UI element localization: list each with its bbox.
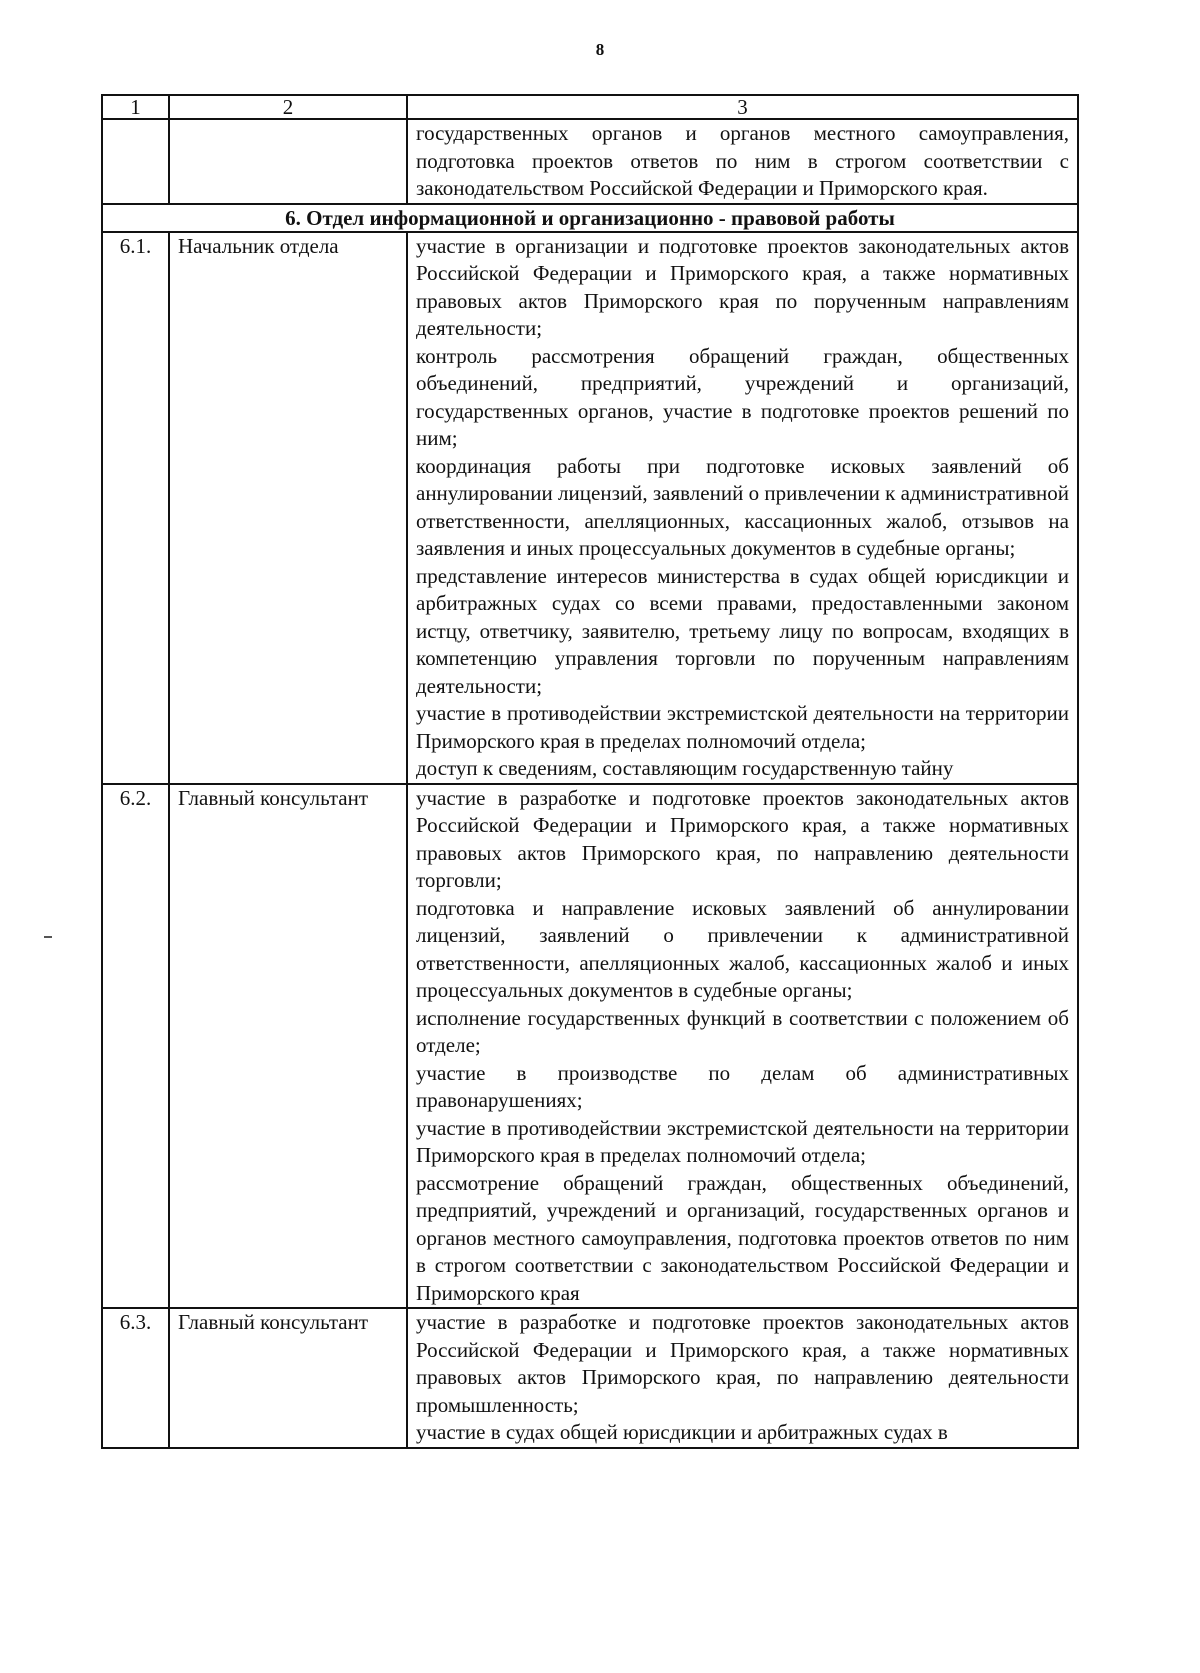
- table-row: [102, 119, 1078, 204]
- duty-item: государственных органов и органов местного самоуправления, подготовка проектов ответов по ним в строгом соответствии с законодательством Российской Федерации и Приморского края.: [416, 121, 1069, 200]
- table-row: [102, 232, 1078, 784]
- duties-cell: [407, 119, 1078, 204]
- duty-item: участие в разработке и подготовке проектов законодательных актов Российской Федерации и Приморского края, а также нормативных правовых актов Приморского края, по направлению деятельности торговли;: [416, 785, 1069, 892]
- column-header: 1: [102, 95, 169, 119]
- duty-item: контроль рассмотрения обращений граждан, общественных объединений, предприятий, учреждений и организаций, государственных органов, участие в подготовке проектов решений по ним;: [416, 343, 1069, 450]
- duty-item: рассмотрение обращений граждан, общественных объединений, предприятий, учреждений и организаций, государственных органов и органов местного самоуправления, подготовка проектов ответов по ним в строгом соответствии с законодательством Российской Федерации и Приморского края: [416, 1170, 1069, 1305]
- row-number: 6.1.: [102, 232, 169, 784]
- table-row: [102, 1308, 1078, 1448]
- section-heading-row: [102, 204, 1078, 232]
- scan-margin-mark: [44, 936, 52, 938]
- duty-item: участие в производстве по делам об административных правонарушениях;: [416, 1060, 1069, 1112]
- position-title: [169, 119, 407, 204]
- duty-item: доступ к сведениям, составляющим государственную тайну: [416, 756, 954, 780]
- row-number: [102, 119, 169, 204]
- duties-cell: [407, 1308, 1078, 1448]
- duty-item: подготовка и направление исковых заявлений об аннулировании лицензий, заявлений о привлечении к административной ответственности, апелляционных жалоб, кассационных жалоб и иных процессуальных документов в судебные органы;: [416, 895, 1069, 1002]
- position-title: Главный консультант: [169, 1308, 407, 1448]
- table-row: [102, 784, 1078, 1309]
- column-header: 2: [169, 95, 407, 119]
- section-title: 6. Отдел информационной и организационно - правовой работы: [102, 204, 1078, 232]
- duty-item: участие в разработке и подготовке проектов законодательных актов Российской Федерации и Приморского края, а также нормативных правовых актов Приморского края, по направлению деятельности промышленность;: [416, 1310, 1069, 1417]
- duty-item: участие в судах общей юрисдикции и арбитражных судах в: [416, 1420, 948, 1444]
- row-number: 6.3.: [102, 1308, 169, 1448]
- duties-cell: [407, 232, 1078, 784]
- table-header-row: [102, 95, 1078, 119]
- column-header: 3: [407, 95, 1078, 119]
- duty-item: координация работы при подготовке исковых заявлений об аннулировании лицензий, заявлений о привлечении к административной ответственности, апелляционных, кассационных жалоб, отзывов на заявления и иных процессуальных документов в судебные органы;: [416, 453, 1069, 560]
- duties-cell: [407, 784, 1078, 1309]
- page-number: 8: [595, 40, 605, 59]
- duty-item: представление интересов министерства в судах общей юрисдикции и арбитражных судах со всеми правами, предоставленными законом истцу, ответчику, заявителю, третьему лицу по вопросам, входящих в компетенцию управления торговли по порученным направлениям деятельности;: [416, 563, 1069, 698]
- duty-item: исполнение государственных функций в соответствии с положением об отделе;: [416, 1005, 1069, 1057]
- duty-item: участие в противодействии экстремистской деятельности на территории Приморского края в пределах полномочий отдела;: [416, 701, 1069, 753]
- position-title: Главный консультант: [169, 784, 407, 1309]
- position-title: Начальник отдела: [169, 232, 407, 784]
- duty-item: участие в противодействии экстремистской деятельности на территории Приморского края в пределах полномочий отдела;: [416, 1115, 1069, 1167]
- row-number: 6.2.: [102, 784, 169, 1309]
- duties-table: [101, 94, 1079, 1449]
- duty-item: участие в организации и подготовке проектов законодательных актов Российской Федерации и Приморского края, а также нормативных правовых актов Приморского края по порученным направлениям деятельности;: [416, 233, 1069, 340]
